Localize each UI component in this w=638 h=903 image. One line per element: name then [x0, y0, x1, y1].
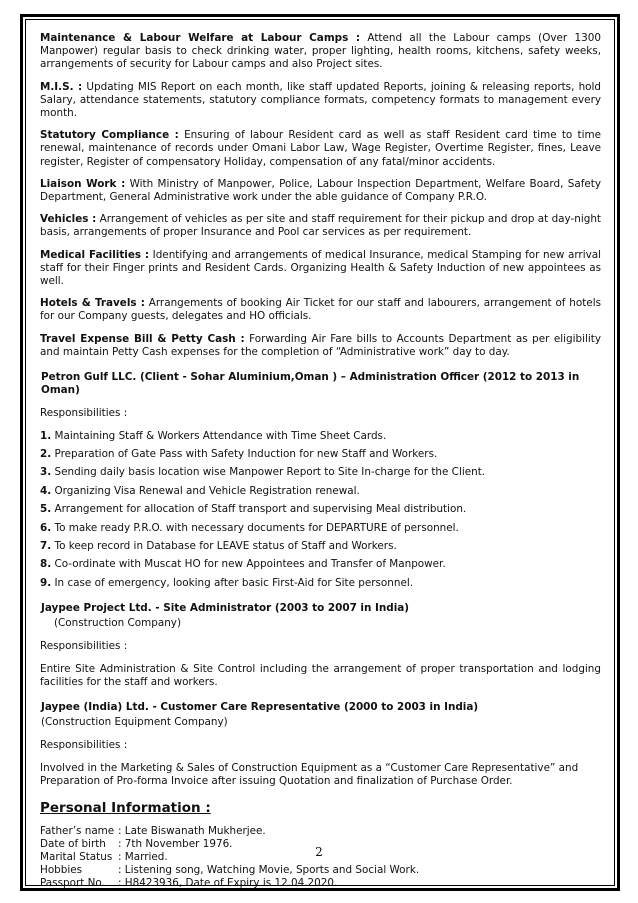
list-number: 5. [40, 503, 52, 516]
paragraph-heading: M.I.S. : [40, 80, 83, 93]
paragraph-travel-expense [40, 333, 601, 359]
job-subtitle: (Construction Equipment Company) [41, 716, 228, 729]
list-text: Co-ordinate with Muscat HO for new Appointees and Transfer of Manpower. [51, 558, 446, 571]
list-number: 8. [40, 558, 52, 571]
list-text: Maintaining Staff & Workers Attendance with Time Sheet Cards. [51, 429, 387, 442]
paragraph-vehicles [40, 213, 601, 239]
info-value: : Late Biswanath Mukherjee. [118, 825, 266, 838]
job-description: Involved in the Marketing & Sales of Construction Equipment as a “Customer Care Representative” and Preparation of Pro-forma Invoice after issuing Quotation and finalization of Purchase Order. [40, 761, 579, 787]
list-item [40, 466, 601, 479]
personal-info-heading: Personal Information : [40, 800, 211, 817]
paragraph-statutory [40, 129, 601, 169]
paragraph-heading: Maintenance & Labour Welfare at Labour Camps : [40, 32, 361, 44]
list-number: 4. [40, 484, 52, 497]
list-text: Arrangement for allocation of Staff transport and supervising Meal distribution. [51, 503, 467, 516]
paragraph-mis [40, 81, 601, 121]
list-number: 7. [40, 540, 52, 553]
paragraph-text: Identifying and arrangements of medical Insurance, medical Stamping for new arrival staff for their Finger prints and Resident Cards. Organizing Health & Safety Induction of new appointees as well. [40, 248, 601, 288]
list-number: 3. [40, 466, 52, 479]
info-row [40, 825, 601, 838]
list-item [40, 540, 601, 553]
list-item [40, 522, 601, 535]
paragraph-heading: Vehicles : [40, 213, 97, 226]
job-title-jaypee-india: Jaypee (India) Ltd. - Customer Care Representative (2000 to 2003 in India) [41, 701, 479, 714]
paragraph-text: With Ministry of Manpower, Police, Labour Inspection Department, Welfare Board, Safety Department, General Administrative work under the able guidance of Company P.R.O. [40, 177, 601, 204]
info-value: : H8423936, Date of Expiry is 12.04.2020. [118, 877, 338, 890]
list-number: 2. [40, 448, 52, 461]
paragraph-text: Forwarding Air Fare bills to Accounts Department as per eligibility and maintain Petty Cash expenses for the completion of “Administrative work” day to day. [40, 332, 601, 358]
info-label: Hobbies [40, 864, 83, 877]
paragraph-heading: Hotels & Travels : [40, 297, 145, 310]
paragraph-hotels [40, 297, 601, 323]
paragraph-liaison [40, 178, 601, 204]
list-number: 1. [40, 429, 52, 442]
list-text: To make ready P.R.O. with necessary documents for DEPARTURE of personnel. [51, 521, 459, 534]
list-text: Sending daily basis location wise Manpower Report to Site In-charge for the Client. [51, 466, 486, 479]
paragraph-text: Arrangements of booking Air Ticket for our staff and labourers, arrangement of hotels for our Company guests, delegates and HO officials. [40, 297, 602, 323]
job-title-jaypee-project: Jaypee Project Ltd. - Site Administrator (2003 to 2007 in India) [41, 602, 410, 614]
job-title-petron: Petron Gulf LLC. (Client - Sohar Aluminium,Oman ) – Administration Officer (2012 to 2013 in Oman) [41, 371, 580, 397]
info-label: Date of birth [40, 838, 106, 851]
paragraph-text: Updating MIS Report on each month, like staff updated Reports, joining & releasing reports, hold Salary, attendance statements, statutory compliance formats, competency formats to management every month. [40, 80, 601, 120]
list-text: In case of emergency, looking after basic First-Aid for Site personnel. [51, 576, 414, 589]
job-description: Entire Site Administration & Site Control including the arrangement of proper transportation and lodging facilities for the staff and workers. [40, 662, 601, 688]
paragraph-heading: Statutory Compliance : [40, 129, 179, 142]
responsibilities-label: Responsibilities : [40, 739, 128, 752]
paragraph-heading: Liaison Work : [40, 177, 126, 190]
info-label: Passport No. [40, 877, 105, 890]
paragraph-text: Ensuring of labour Resident card as well as staff Resident card time to time renewal, maintenance of records under Omani Labor Law, Wage Register, Overtime Register, fines, Leave register, Register of compensatory Holiday, compensation of any fatal/minor accidents. [40, 129, 601, 168]
responsibility-list [40, 430, 601, 590]
list-item [40, 503, 601, 516]
page-number: 2 [315, 845, 323, 859]
list-text: To keep record in Database for LEAVE status of Staff and Workers. [51, 540, 397, 553]
responsibilities-label: Responsibilities : [40, 407, 128, 420]
info-value: : 7th November 1976. [118, 838, 233, 851]
paragraph-heading: Medical Facilities : [40, 248, 150, 261]
job-subtitle: (Construction Company) [54, 617, 182, 630]
list-number: 9. [40, 576, 52, 589]
list-item [40, 558, 601, 571]
info-value: : Listening song, Watching Movie, Sports and Social Work. [118, 864, 420, 877]
list-item [40, 448, 601, 461]
list-text: Preparation of Gate Pass with Safety Induction for new Staff and Workers. [51, 448, 438, 461]
paragraph-text: Arrangement of vehicles as per site and staff requirement for their pickup and drop at day-night basis, arrangements of proper Insurance and Pool car services as per requirement. [40, 213, 601, 239]
list-number: 6. [40, 521, 52, 534]
responsibilities-label: Responsibilities : [40, 640, 128, 653]
paragraph-labour-welfare [40, 32, 601, 72]
info-value: : Married. [118, 851, 168, 864]
list-text: Organizing Visa Renewal and Vehicle Registration renewal. [51, 484, 360, 497]
paragraph-medical [40, 249, 601, 289]
paragraph-text: Attend all the Labour camps (Over 1300 Manpower) regular basis to check drinking water, proper lighting, health rooms, kitchens, safety weeks, arrangements of security for Labour camps and also Project sites. [40, 32, 601, 71]
list-item [40, 430, 601, 443]
list-item [40, 577, 601, 590]
page-content [40, 32, 601, 890]
info-label: Father’s name [40, 825, 115, 838]
paragraph-heading: Travel Expense Bill & Petty Cash : [40, 332, 245, 345]
info-row [40, 864, 601, 877]
info-row [40, 877, 601, 890]
info-label: Marital Status [40, 851, 113, 864]
list-item [40, 485, 601, 498]
